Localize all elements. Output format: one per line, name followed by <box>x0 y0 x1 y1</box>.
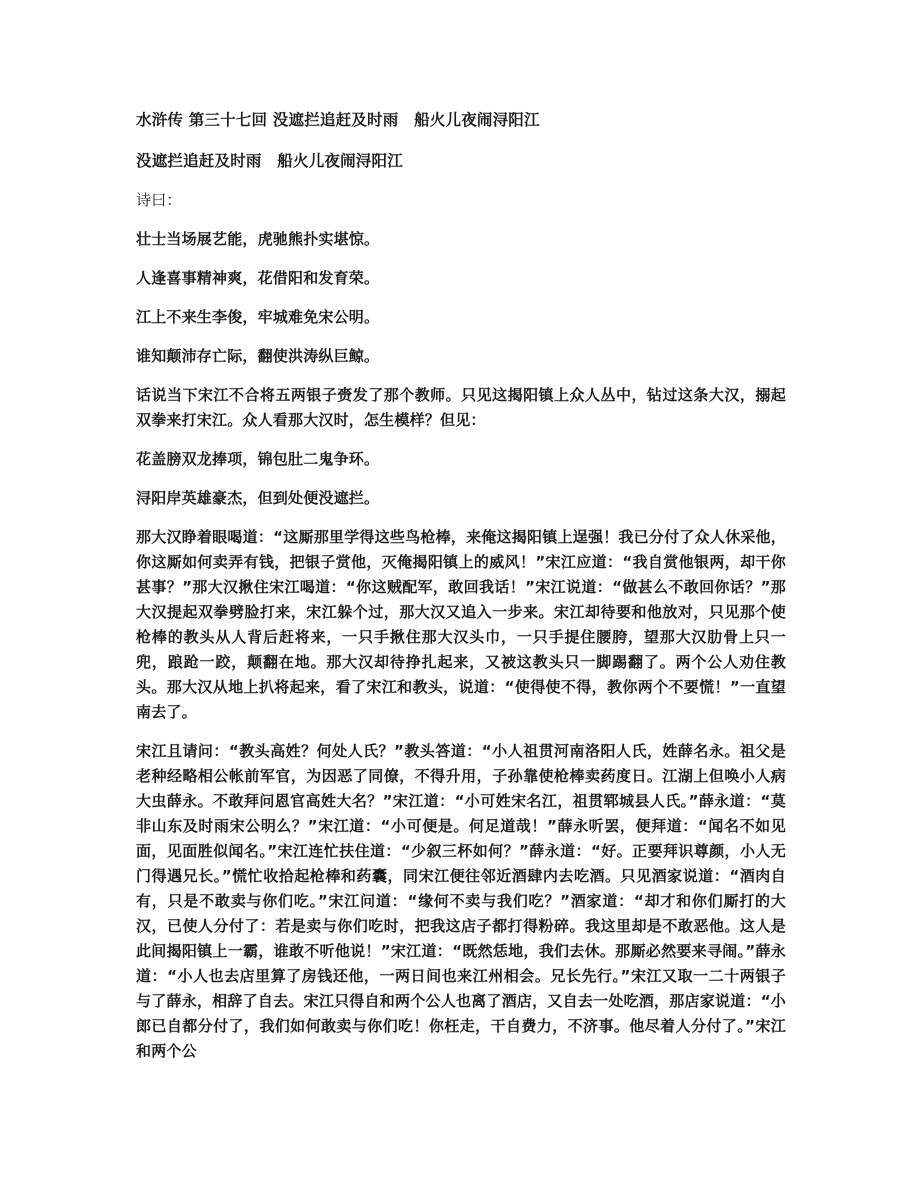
paragraph-2: 那大汉睁着眼喝道：“这厮那里学得这些鸟枪棒，来俺这揭阳镇上逞强！我已分付了众人休采他，你这厮如何卖弄有钱，把银子赏他，灭俺揭阳镇上的威风！”宋江应道：“我自赏他银两，却干你甚事？”那大汉揪住宋江喝道：“你这贼配军，敢回我话！”宋江说道：“做甚么不敢回你话？”那大汉提起双拳劈脸打来，宋江躲个过，那大汉又追入一步来。宋江却待要和他放对，只见那个使枪棒的教头从人背后赶将来，一只手揪住那大汉头巾，一只手提住腰胯，望那大汉肋骨上只一兜，踉跄一跤，颠翻在地。那大汉却待挣扎起来，又被这教头只一脚踢翻了。两个公人劝住教头。那大汉从地上扒将起来，看了宋江和教头，说道：“使得使不得，教你两个不要慌！”一直望南去了。 <box>136 528 786 721</box>
poem-intro: 诗曰： <box>136 191 182 209</box>
poem-line: 谁知颠沛存亡际，翻使洪涛纵巨鲸。 <box>136 347 380 365</box>
document-title: 水浒传 第三十七回 没遮拦追赶及时雨 船火儿夜闹浔阳江 <box>136 111 540 129</box>
document-page <box>136 108 786 1078</box>
paragraph-3: 宋江且请问：“教头高姓？何处人氏？”教头答道：“小人祖贯河南洛阳人氏，姓薛名永。祖父是老种经略相公帐前军官，为因恶了同僚，不得升用，子孙靠使枪棒卖药度日。江湖上但唤小人病大虫薛永。不敢拜问恩官高姓大名？”宋江道：“小可姓宋名江，祖贯郓城县人氏。”薛永道：“莫非山东及时雨宋公明么？”宋江道：“小可便是。何足道哉！”薛永听罢，便拜道：“闻名不如见面，见面胜似闻名。”宋江连忙扶住道：“少叙三杯如何？”薛永道：“好。正要拜识尊颜，小人无门得遇兄长。”慌忙收拾起枪棒和药囊，同宋江便往邻近酒肆内去吃酒。只见酒家说道：“酒肉自有，只是不敢卖与你们吃。”宋江问道：“缘何不卖与我们吃？”酒家道：“却才和你们厮打的大汉，已使人分付了：若是卖与你们吃时，把我这店子都打得粉碎。我这里却是不敢恶他。这人是此间揭阳镇上一霸，谁敢不听他说！”宋江道：“既然恁地，我们去休。那厮必然要来寻闹。”薛永道：“小人也去店里算了房钱还他，一两日间也来江州相会。兄长先行。”宋江又取一二十两银子与了薛永，相辞了自去。宋江只得自和两个公人也离了酒店，又自去一处吃酒，那店家说道：“小郎已自都分付了，我们如何敢卖与你们吃！你枉走，干自费力，不济事。他尽着人分付了。”宋江和两个公 <box>136 742 786 1060</box>
poem-line: 壮士当场展艺能，虎驰熊扑实堪惊。 <box>136 230 380 248</box>
poem-line: 人逢喜事精神爽，花借阳和发育荣。 <box>136 269 380 287</box>
chapter-subtitle: 没遮拦追赶及时雨 船火儿夜闹浔阳江 <box>136 152 403 170</box>
paragraph-1: 话说当下宋江不合将五两银子赍发了那个教师。只见这揭阳镇上众人丛中，钻过这条大汉，搦起双拳来打宋江。众人看那大汉时，怎生模样？但见： <box>136 386 786 429</box>
verse-line: 浔阳岸英雄豪杰，但到处便没遮拦。 <box>136 489 380 507</box>
verse-line: 花盖膀双龙捧项，锦包肚二鬼争环。 <box>136 450 380 468</box>
poem-line: 江上不来生李俊，牢城难免宋公明。 <box>136 308 380 326</box>
